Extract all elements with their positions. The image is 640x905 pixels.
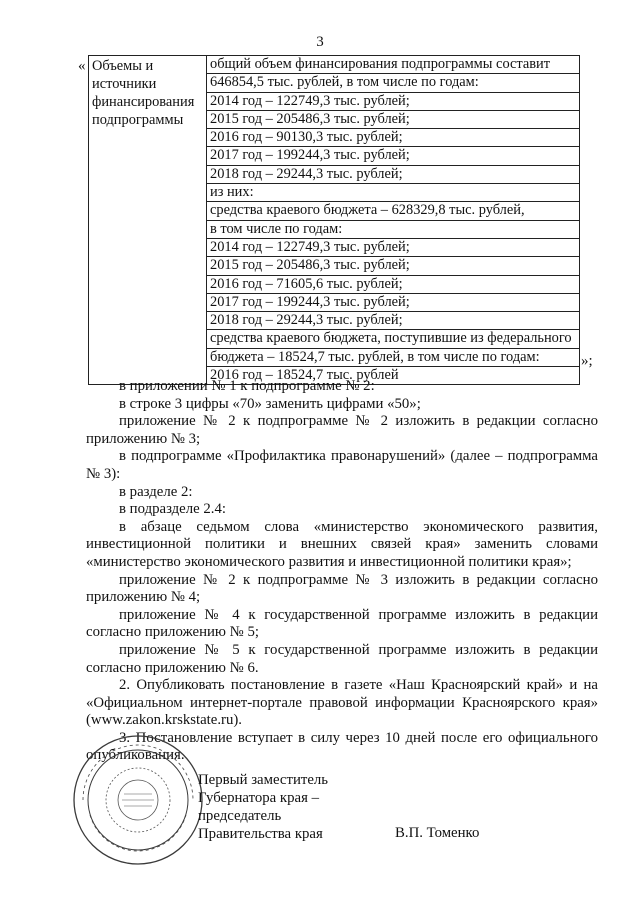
signer-title-line: Первый заместитель <box>198 772 329 788</box>
funding-line: 646854,5 тыс. рублей, в том числе по годам: <box>207 74 579 92</box>
paragraph: приложение № 4 к государственной программе изложить в редакции согласно приложению № 5; <box>86 606 598 641</box>
closing-quote: »; <box>581 353 593 369</box>
signer-title-line: Губернатора края – <box>198 790 319 806</box>
paragraph: 2. Опубликовать постановление в газете «Наш Красноярский край» и на «Официальном интернет-портале правовой информации Красноярского края» (www.zakon.krskstate.ru). <box>86 677 598 729</box>
opening-quote: « <box>78 58 86 74</box>
signature-block <box>198 771 328 843</box>
document-body <box>86 378 598 765</box>
funding-line: средства краевого бюджета – 628329,8 тыс. рублей, <box>207 202 579 220</box>
table-row <box>89 56 580 385</box>
funding-line: 2017 год – 199244,3 тыс. рублей; <box>207 294 579 312</box>
funding-line: 2018 год – 29244,3 тыс. рублей; <box>207 166 579 184</box>
funding-values-cell <box>207 56 580 385</box>
paragraph: в подпрограмме «Профилактика правонарушений» (далее – подпрограмма № 3): <box>86 448 598 482</box>
funding-line: средства краевого бюджета, поступившие из федерального <box>207 330 579 348</box>
official-seal-stamp <box>68 730 208 870</box>
funding-line: из них: <box>207 184 579 202</box>
paragraph: приложение № 2 к подпрограмме № 2 изложить в редакции согласно приложению № 3; <box>86 413 598 447</box>
funding-line: 2015 год – 205486,3 тыс. рублей; <box>207 111 579 129</box>
funding-line: 2014 год – 122749,3 тыс. рублей; <box>207 239 579 257</box>
paragraph: приложение № 2 к подпрограмме № 3 изложить в редакции согласно приложению № 4; <box>86 571 598 606</box>
funding-line: 2015 год – 205486,3 тыс. рублей; <box>207 257 579 275</box>
funding-line: 2016 год – 90130,3 тыс. рублей; <box>207 129 579 147</box>
paragraph: в абзаце седьмом слова «министерство экономического развития, инвестиционной политики и внешних связей края» заменить словами «министерство экономического развития и инвестиционной политики края»; <box>86 518 598 570</box>
funding-table <box>88 55 580 385</box>
paragraph: 3. Постановление вступает в силу через 10 дней после его официального опубликования. <box>86 729 598 764</box>
funding-line: общий объем финансирования подпрограммы составит <box>207 56 579 74</box>
funding-line: 2016 год – 71605,6 тыс. рублей; <box>207 276 579 294</box>
paragraph: в разделе 2: <box>119 483 193 500</box>
page-number: 3 <box>316 34 324 50</box>
funding-line: в том числе по годам: <box>207 221 579 239</box>
signer-title-line: Правительства края <box>198 826 323 842</box>
funding-line: 2017 год – 199244,3 тыс. рублей; <box>207 147 579 165</box>
paragraph: в приложении № 1 к подпрограмме № 2: <box>119 378 375 394</box>
funding-line: 2016 год – 18524,7 тыс. рублей <box>210 367 399 384</box>
funding-line: бюджета – 18524,7 тыс. рублей, в том числе по годам: <box>207 349 579 367</box>
funding-line: 2014 год – 122749,3 тыс. рублей; <box>207 93 579 111</box>
funding-label-cell: Объемы и источники финансирования подпрограммы <box>89 56 207 385</box>
signer-title-line: председатель <box>198 808 282 824</box>
paragraph: приложение № 5 к государственной программе изложить в редакции согласно приложению № 6. <box>86 641 598 676</box>
signer-name: В.П. Томенко <box>395 825 480 841</box>
paragraph: в строке 3 цифры «70» заменить цифрами «50»; <box>119 395 421 412</box>
funding-line: 2018 год – 29244,3 тыс. рублей; <box>207 312 579 330</box>
paragraph: в подразделе 2.4: <box>119 501 227 518</box>
